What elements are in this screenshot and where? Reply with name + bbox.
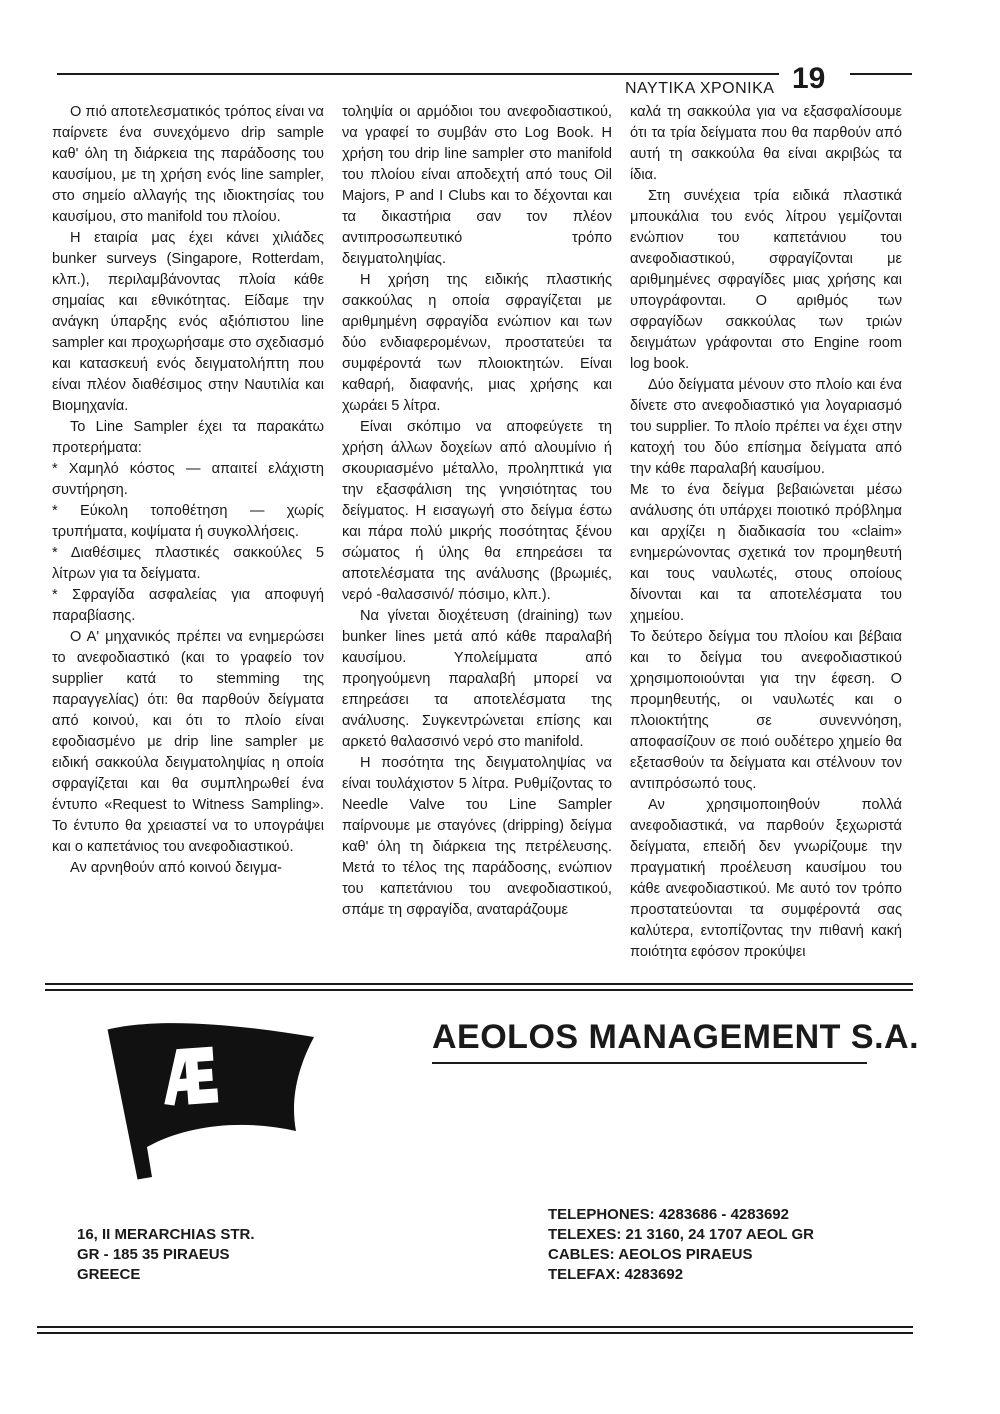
paragraph: Το Line Sampler έχει τα παρακάτω προτερήματα: bbox=[52, 419, 324, 456]
contact-line: TELEFAX: 4283692 bbox=[548, 1266, 684, 1283]
article-column-1 bbox=[52, 102, 324, 879]
page-number: 19 bbox=[792, 62, 826, 95]
paragraph: Στη συνέχεια τρία ειδικά πλαστικά μπουκάλια του ενός λίτρου γεμίζονται ενώπιον του καπετάνιου του ανεφοδιαστικού, σφραγίζονται με αριθμημένες σφραγίδες μιας χρήσης και υπογράφονται. Ο αριθμός των σφραγίδων σακκούλας των τριών δειγμάτων γράφονται στο Engine room log book. bbox=[630, 188, 902, 372]
list-item: * Χαμηλό κόστος — απαιτεί ελάχιστη συντήρηση. bbox=[52, 461, 324, 498]
company-address bbox=[77, 1225, 255, 1285]
paragraph: Δύο δείγματα μένουν στο πλοίο και ένα δίνετε στο ανεφοδιαστικό για λογαριασμό του supplier. Το πλοίο πρέπει να έχει στην κατοχή του δύο επίσημα δείγματα από την κάθε παραλαβή καυσίμου. bbox=[630, 377, 902, 477]
list-item: * Διαθέσιμες πλαστικές σακκούλες 5 λίτρων για τα δείγματα. bbox=[52, 545, 324, 582]
article-column-3 bbox=[630, 102, 902, 963]
contact-line: TELEXES: 21 3160, 24 1707 AEOL GR bbox=[548, 1226, 814, 1243]
list-item: * Εύκολη τοποθέτηση — χωρίς τρυπήματα, κοψίματα ή συγκολλήσεις. bbox=[52, 503, 324, 540]
footer-rule-2 bbox=[37, 1332, 913, 1334]
paragraph: Η χρήση της ειδικής πλαστικής σακκούλας η οποία σφραγίζεται με αριθμημένη σφραγίδα ενώπιον και των δύο ενδιαφερομένων, προστατεύει τα συμφέροντά των πλοιοκτητών. Είναι καθαρή, διαφανής, μιας χρήσης και χωράει 5 λίτρα. bbox=[342, 272, 612, 414]
paragraph: Ο πιό αποτελεσματικός τρόπος είναι να παίρνετε ένα συνεχόμενο drip sample καθ' όλη τη διάρκεια της παράδοσης του καυσίμου, με τη χρήση ενός line sampler, στο σημείο αλλαγής της ιδιοκτησίας του καυσίμου, στο manifold του πλοίου. bbox=[52, 104, 324, 225]
article-column-2 bbox=[342, 102, 612, 921]
header-rule-left bbox=[57, 73, 779, 75]
paragraph: Η ποσότητα της δειγματοληψίας να είναι τουλάχιστον 5 λίτρα. Ρυθμίζοντας το Needle Valve του Line Sampler παίρνουμε με σταγόνες (dripping) δείγμα καθ' όλη τη διάρκεια της πετρέλευσης. Μετά το τέλος της παράδοσης, ενώπιον του καπετάνιου του ανεφοδιαστικού, σπάμε τη σφραγίδα, αναταράζουμε bbox=[342, 755, 612, 918]
company-contacts bbox=[548, 1205, 814, 1285]
paragraph: Το δεύτερο δείγμα του πλοίου και βέβαια και το δείγμα του ανεφοδιαστικού χρησιμοποιούνται για την έφεση. Ο προμηθευτής, οι ναυλωτές και ο πλοιοκτήτης σε συνεννόηση, αποφασίζουν σε ποιό ουδέτερο χημείο θα εξετασθούν τα δείγματα και στέλνουν τον αντιπρόσωπό τους. bbox=[630, 629, 902, 792]
address-line: 16, II MERARCHIAS STR. bbox=[77, 1226, 255, 1243]
paragraph: Η εταιρία μας έχει κάνει χιλιάδες bunker surveys (Singapore, Rotterdam, κλπ.), περιλαμβάνοντας πλοία κάθε σημαίας και εθνικότητας. Είδαμε την ανάγκη ύπαρξης ενός αξιόπιστου line sampler και προχωρήσαμε στο σχεδιασμό και κατασκευή ενός δειγματολήπτη που είναι πλέον διαθέσιμος στην Ναυτιλία και Βιομηχανία. bbox=[52, 230, 324, 414]
contact-line: TELEPHONES: 4283686 - 4283692 bbox=[548, 1206, 789, 1223]
company-underline bbox=[432, 1062, 867, 1064]
paragraph: Είναι σκόπιμο να αποφεύγετε τη χρήση άλλων δοχείων από αλουμίνιο ή σκουριασμένο μέταλλο, προληπτικά για την εξασφάλιση της γνησιότητας του δείγματος. Η εισαγωγή στο δείγμα έστω και πάρα πολύ μικρής ποσότητας ξένου σώματος ή ύλης θα επηρεάσει τα αποτελέσματα της ανάλυσης (βρωμιές, νερό -θαλασσινό/ πόσιμο, κλπ.). bbox=[342, 419, 612, 603]
paragraph: Ο Α' μηχανικός πρέπει να ενημερώσει το ανεφοδιαστικό (και το γραφείο τον supplier κατά το stemming της παραγγελίας) ότι: θα παρθούν δείγματα από κοινού, και ότι το πλοίο είναι εφοδιασμένο με drip line sampler με ειδική σακκούλα δειγματοληψίας η οποία σφραγίζεται και θα συμπληρωθεί ένα έντυπο «Request to Witness Sampling». Το έντυπο θα χρειαστεί να το υπογράψει και ο καπετάνιος του ανεφοδιαστικού. bbox=[52, 629, 324, 855]
aeolos-flag-logo bbox=[92, 1007, 322, 1187]
paragraph: Με το ένα δείγμα βεβαιώνεται μέσω ανάλυσης ότι υπάρχει ποιοτικό πρόβλημα και αρχίζει η διαδικασία του «claim» ενημερώνοντας σχετικά τον προμηθευτή και τους ναυλωτές, στους οποίους δίνονται και τα αποτελέσματα του χημείου. bbox=[630, 482, 902, 624]
address-line: GREECE bbox=[77, 1266, 141, 1283]
company-name: AEOLOS MANAGEMENT S.A. bbox=[432, 1018, 920, 1056]
header-rule-right bbox=[850, 73, 912, 75]
list-item: * Σφραγίδα ασφαλείας για αποφυγή παραβίασης. bbox=[52, 587, 324, 624]
address-line: GR - 185 35 PIRAEUS bbox=[77, 1246, 230, 1263]
footer-rule bbox=[37, 1326, 913, 1328]
paragraph: Αν χρησιμοποιηθούν πολλά ανεφοδιαστικά, να παρθούν ξεχωριστά δείγματα, επειδή δεν γνωρίζουμε την πραγματική προέλευση καυσίμου του κάθε ανεφοδιαστικού. Με αυτό τον τρόπο προστατεύονται τα συμφέροντά σας καλύτερα, εντοπίζοντας την πιθανή κακή ποιότητα εφόσον προκύψει bbox=[630, 797, 902, 960]
magazine-title: ΝΑΥΤΙΚΑ ΧΡΟΝΙΚΑ bbox=[625, 80, 775, 97]
contact-line: CABLES: AEOLOS PIRAEUS bbox=[548, 1246, 753, 1263]
advert-top-rule bbox=[45, 983, 913, 985]
paragraph: καλά τη σακκούλα για να εξασφαλίσουμε ότι τα τρία δείγματα που θα παρθούν από αυτή τη σακκούλα θα είναι ακριβώς τα ίδια. bbox=[630, 104, 902, 183]
paragraph: Αν αρνηθούν από κοινού δειγμα- bbox=[70, 860, 283, 876]
advert-top-rule-2 bbox=[45, 989, 913, 991]
paragraph: Να γίνεται διοχέτευση (draining) των bunker lines μετά από κάθε παραλαβή καυσίμου. Υπολείμματα από προηγούμενη παραλαβή μπορεί να επηρεάσει τα αποτελέσματα της ανάλυσης. Συγκεντρώνεται επίσης και αρκετό θαλασσινό νερό στο manifold. bbox=[342, 608, 612, 750]
paragraph: τοληψία οι αρμόδιοι του ανεφοδιαστικού, να γραφεί το συμβάν στο Log Book. Η χρήση του drip line sampler στο manifold του πλοίου είναι αποδεχτή από τους Oil Majors, P and I Clubs και το δέχονται και τα δικαστήρια σαν τον πλέον αντιπροσωπευτικό τρόπο δειγματοληψίας. bbox=[342, 104, 612, 267]
